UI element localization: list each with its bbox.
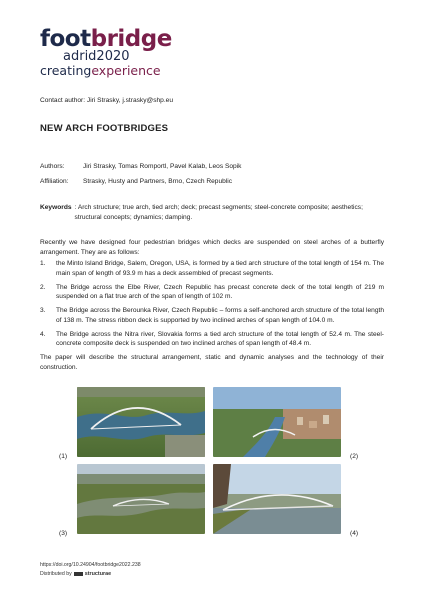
bridge-photo-1 bbox=[77, 387, 205, 457]
list-text: The Bridge across the Nitra river, Slovakia forms a tied arch structure of the total length of 52.4 m. The steel-concrete composite deck is suspended on two inclined arches of span length of 48.4 m. bbox=[56, 330, 384, 347]
list-item bbox=[40, 306, 384, 325]
structurae-brand: structurae bbox=[84, 571, 112, 577]
list-number: 3. bbox=[40, 307, 46, 314]
affiliation-value: Strasky, Husty and Partners, Brno, Czech Republic bbox=[83, 178, 233, 185]
affiliation-row bbox=[40, 178, 232, 185]
paper-title: NEW ARCH FOOTBRIDGES bbox=[40, 123, 169, 134]
authors-row bbox=[40, 163, 241, 170]
authors-value: Jiri Strasky, Tomas Romportl, Pavel Kalab, Leos Sopik bbox=[83, 163, 242, 170]
figure-caption: (2) bbox=[350, 453, 359, 460]
list-text: The Bridge across the Berounka River, Czech Republic – forms a self-anchored arch structure of the total length of 138 m. The stress ribbon deck is supported by two inclined arches of span length of 104.0 m. bbox=[56, 307, 384, 324]
bridge-list bbox=[40, 259, 384, 353]
figure-caption: (1) bbox=[59, 453, 68, 460]
logo-experience: experience bbox=[91, 63, 161, 78]
list-number: 2. bbox=[40, 283, 46, 291]
closing-paragraph: The paper will describe the structural arrangement, static and dynamic analyses and the technology of their construction. bbox=[40, 354, 384, 371]
bridge-photo-4 bbox=[213, 464, 341, 534]
keywords-label: Keywords bbox=[40, 204, 72, 211]
affiliation-label: Affiliation: bbox=[40, 178, 69, 185]
logo-foot: foot bbox=[40, 26, 91, 52]
keywords-value: : Arch structure; true arch, tied arch; deck; precast segments; steel-concrete composite; aesthetics; structural concepts; dynamics; damping. bbox=[74, 204, 363, 221]
list-text: The Bridge across the Elbe River, Czech Republic has precast concrete deck of the total length of 219 m suspended on a flat true arch of the span of length of 102 m. bbox=[56, 283, 384, 300]
structurae-logo-icon bbox=[74, 572, 83, 576]
figure-caption: (3) bbox=[59, 530, 68, 537]
list-text: the Minto Island Bridge, Salem, Oregon, USA, is formed by a tied arch structure of the total length of 154 m. The main span of length of 93.9 m has a deck assembled of precast segments. bbox=[56, 260, 384, 277]
keywords-row bbox=[40, 203, 380, 222]
doi-link[interactable]: https://doi.org/10.24904/footbridge2022.238 bbox=[40, 562, 141, 568]
logo-line-3 bbox=[40, 64, 170, 78]
authors-label: Authors: bbox=[40, 163, 65, 170]
distributed-label: Distributed by bbox=[40, 571, 72, 577]
bridge-photo-2 bbox=[213, 387, 341, 457]
list-number: 4. bbox=[40, 330, 46, 338]
logo-line-1 bbox=[40, 28, 170, 50]
contact-author: Contact author: Jiri Strasky, j.strasky@shp.eu bbox=[40, 97, 173, 104]
bridge-photo-3 bbox=[77, 464, 205, 534]
list-item bbox=[40, 259, 384, 278]
conference-logo bbox=[40, 28, 170, 78]
list-item bbox=[40, 330, 384, 349]
list-item bbox=[40, 283, 384, 302]
logo-line-2: adrid2020 bbox=[63, 49, 130, 64]
intro-paragraph: Recently we have designed four pedestrian bridges which decks are suspended on steel arches of a butterfly arrangement. They are as follows: bbox=[40, 239, 384, 256]
logo-bridge: bridge bbox=[90, 26, 172, 52]
distributed-by bbox=[40, 571, 111, 577]
list-number: 1. bbox=[40, 260, 46, 267]
logo-creating: creating bbox=[40, 63, 92, 78]
figure-caption: (4) bbox=[350, 530, 359, 537]
